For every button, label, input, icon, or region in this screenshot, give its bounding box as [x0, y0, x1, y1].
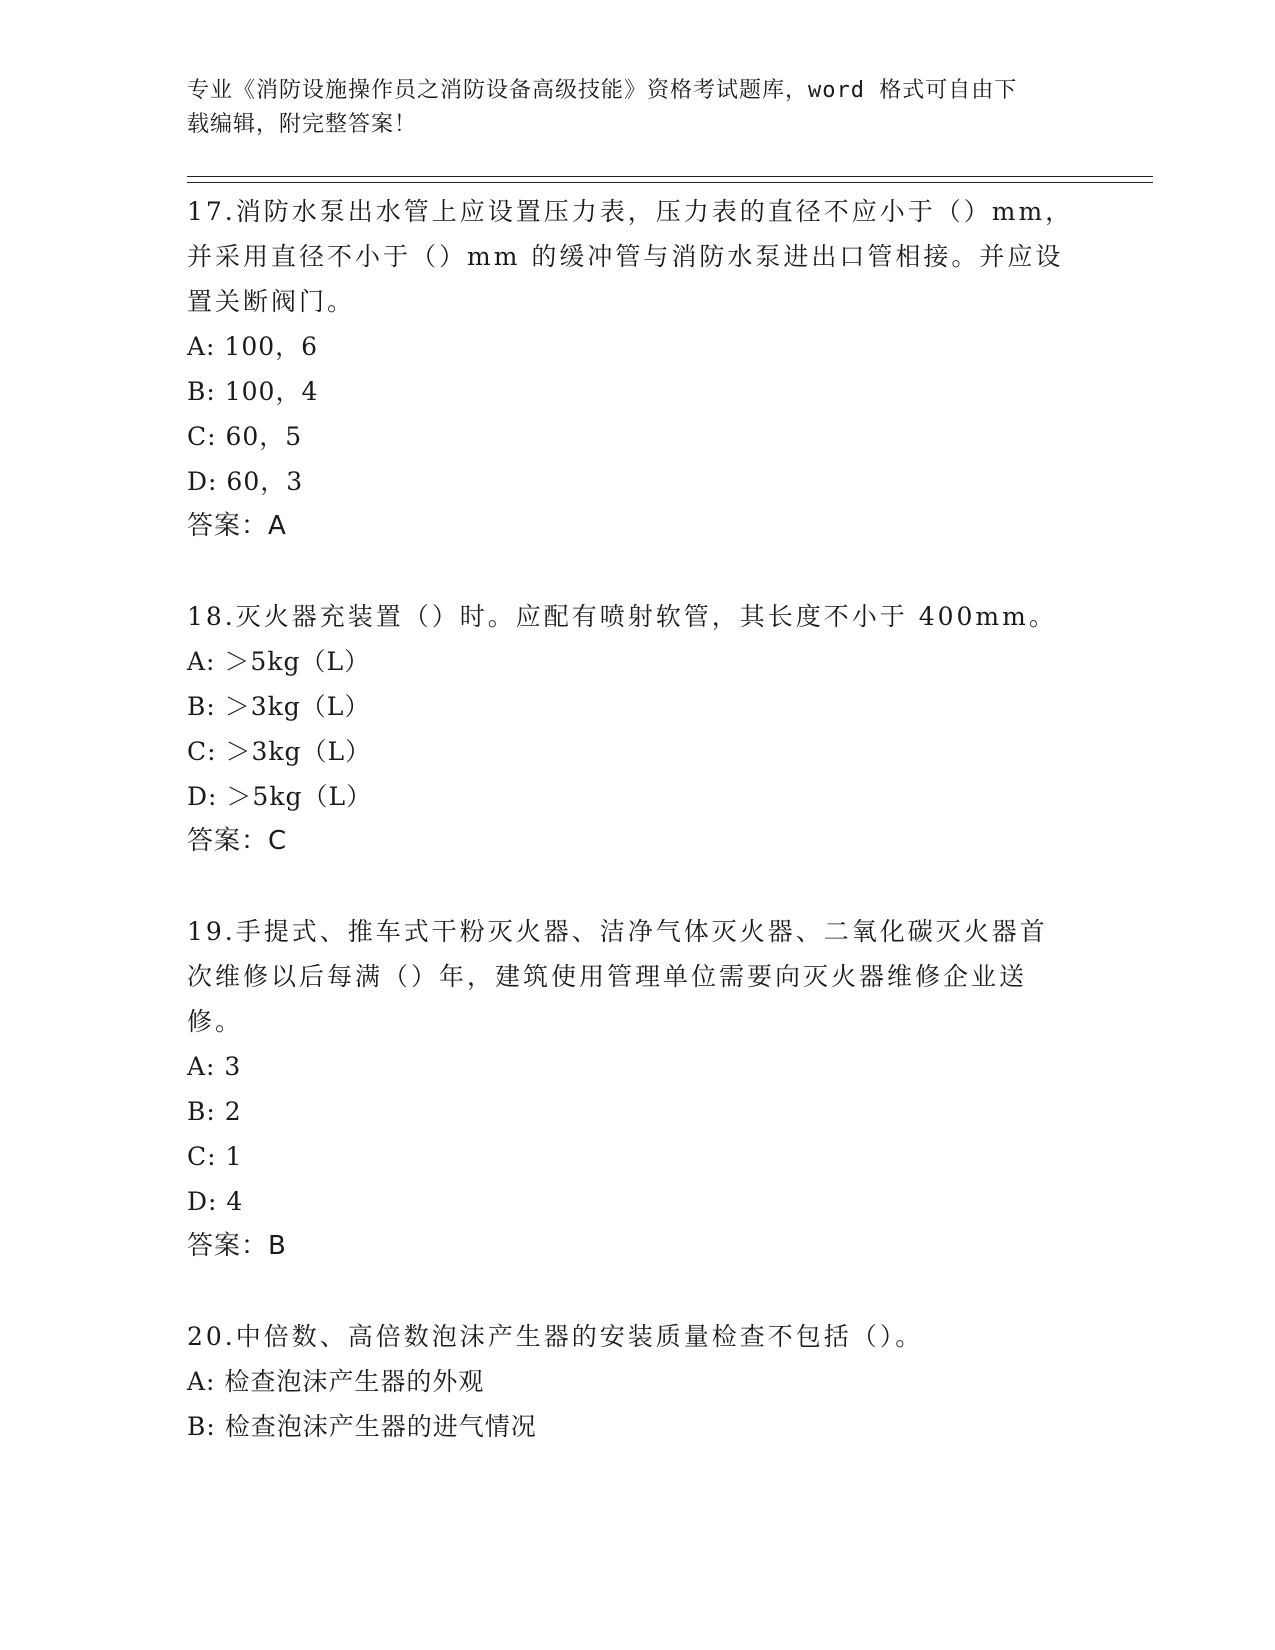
option-b: B: 检查泡沫产生器的进气情况 — [187, 1412, 537, 1441]
question-text-line: 18.灭火器充装置（）时。应配有喷射软管，其长度不小于 400mm。 — [187, 602, 1057, 631]
answer-label: 答案：B — [187, 1231, 287, 1261]
question-text-line: 17.消防水泵出水管上应设置压力表，压力表的直径不应小于（）mm， — [187, 197, 1074, 226]
option-d: D: 4 — [187, 1187, 244, 1216]
question-20 — [187, 1314, 1087, 1449]
question-text-line: 次维修以后每满（）年，建筑使用管理单位需要向灭火器维修企业送 — [187, 962, 1028, 991]
question-text-line: 修。 — [187, 1007, 244, 1036]
option-d: D: 60，3 — [187, 467, 304, 496]
option-a: A: 3 — [187, 1052, 242, 1081]
question-18 — [187, 594, 1087, 864]
question-spacer — [187, 549, 1087, 594]
question-text-line: 20.中倍数、高倍数泡沫产生器的安装质量检查不包括（）。 — [187, 1322, 924, 1351]
question-text-line: 19.手提式、推车式干粉灭火器、洁净气体灭火器、二氧化碳灭火器首 — [187, 917, 1048, 946]
header-divider-bottom — [187, 182, 1153, 183]
question-17 — [187, 189, 1087, 549]
option-b: B: ＞3kg（L） — [187, 692, 371, 721]
header-line-1: 专业《消防设施操作员之消防设备高级技能》资格考试题库，word 格式可自由下 — [187, 78, 1018, 103]
option-c: C: ＞3kg（L） — [187, 737, 372, 766]
document-header — [187, 74, 1087, 142]
question-19 — [187, 909, 1087, 1269]
option-a: A: 100，6 — [187, 332, 319, 361]
header-divider-top — [187, 176, 1153, 177]
header-line-2: 载编辑，附完整答案！ — [187, 112, 418, 137]
option-c: C: 1 — [187, 1142, 243, 1171]
option-c: C: 60，5 — [187, 422, 303, 451]
question-list — [187, 189, 1087, 1449]
answer-label: 答案：A — [187, 511, 287, 541]
option-b: B: 100，4 — [187, 377, 319, 406]
question-spacer — [187, 864, 1087, 909]
question-text-line: 并采用直径不小于（）mm 的缓冲管与消防水泵进出口管相接。并应设 — [187, 242, 1064, 271]
answer-label: 答案：C — [187, 826, 288, 856]
option-a: A: ＞5kg（L） — [187, 647, 371, 676]
option-d: D: ＞5kg（L） — [187, 782, 373, 811]
question-spacer — [187, 1269, 1087, 1314]
option-a: A: 检查泡沫产生器的外观 — [187, 1367, 485, 1396]
option-b: B: 2 — [187, 1097, 242, 1126]
question-text-line: 置关断阀门。 — [187, 287, 356, 316]
